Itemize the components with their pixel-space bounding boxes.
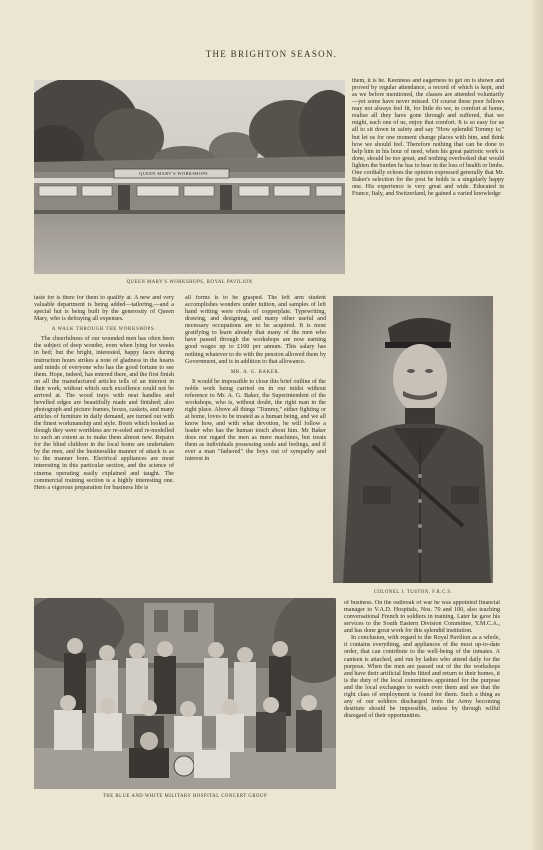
colonel-caption: COLONEL J. TUSTON, F.R.C.S. (373, 590, 453, 595)
workshops-photo (34, 80, 345, 274)
paragraph: The cheerfulness of our wounded men has often been the subject of deep wonder, even when lying for weeks in bed; but the bright, interested, happy faces during instruction hours strikes a note of gladness in the hearts and minds of everyone who has the good fortune to see them. Hope, indeed, has entered there, and the first finish on all the manufactured articles tells of an interest in their work, without which such excellence could not be arrived at. The wood trays with neat handles and bevelled edges are beautifully made and finished; also photograph and picture frames, boxes, caskets, and many articles of furniture in daily demand, are turned out with the finest workmanship and style. Boots which looked as though they were worthless are re-soled and re-modelled to such an extent as to make them almost new. Repairs for the blind children in the local home are undertaken by the men, and the businesslike manner of attack is as to the manner born. Electrical appliances are most interesting in this particular section, and the science of cinema operating easily explained and taught. The commercial training section is a highly interesting one. Here a vigorous preparation for business life is (34, 336, 174, 491)
workshop-sign: QUEEN MARY'S WORKSHOPS (138, 171, 209, 176)
concert-caption: THE BLUE AND WHITE MILITARY HOSPITAL CONCERT GROUP (102, 794, 268, 799)
subheading-baker: MR. A. G. BAKER. (230, 369, 281, 375)
paragraph: of business. On the outbreak of war he was appointed financial manager to V.A.D. Hospitals, Nos. 70 and 100, also teaching conversational French to soldiers in training. Later he gave his services to the South Eastern Division Committee, Y.M.C.A., and has done great work for this splendid institution. (344, 600, 500, 635)
page-edge (533, 0, 543, 850)
paragraph: them, it is he. Keenness and eagerness to get on is shown and proved by regular attendance, a record of which is kept, and as we before mentioned, the classes are attended voluntarily—yet some have never missed. Of course these poor fellows may not always feel fit, for little do we, in comfort at home, realise all they have gone through and suffered, that we might, each one of us, enjoy that comfort. It is so easy for us all to sit down in safety and say "How splendid Tommy is;" but let us for one moment change places with him, and think how we should feel. Therefore nothing that can be done to help him in his hour of need, when his great patriotic work is done, should be too great, and nothing overlooked that would lighten the burden he has to bear in the loss of health or limbs. One cordially echoes the opinion expressed generally that Mr. Baker's selection for the post he holds is a singularly happy one. His experience is very great and wide. Educated in France, Italy, and Switzerland, he gained a varied knowledge (352, 78, 504, 197)
paragraph: taste for is there for them to qualify at. A new and very valuable department is being added—tailoring,—and a special hut is being built by the generosity of Queen Mary, who is defraying all expenses. (34, 295, 174, 323)
text-column-right-top (352, 78, 504, 284)
text-column-middle (185, 295, 326, 587)
concert-group-photo (34, 598, 336, 789)
text-column-right-bottom (344, 600, 500, 800)
running-head: THE BRIGHTON SEASON. (205, 49, 338, 59)
paragraph: It would be impossible to close this brief outline of the noble work being carried on in our midst without reference to Mr. A. G. Baker, the Superintendent of the workshops, who is, without doubt, the right man in the right place. Above all things "Tommy," either fighting or at home, loves to be treated as a human being, and we all know how, and with what devotion, he will follow a leader who has the human touch about him. Mr Baker does not regard the men as mere machines, but treats them as individuals possessing souls and feelings, and if ever a man "fathered" the boys out of sympathy and interest in (185, 378, 326, 463)
subheading-walk: A WALK THROUGH THE WORKSHOPS. (51, 327, 157, 333)
paragraph: all forms is to be grasped. The left arm student accomplishes wonders under tuition, and samples of left hand writing were rivals of copperplate. Typewriting, drawing, and designing, and many other useful and necessary occupations are to be acquired. It is most gratifying to learn already that many of the men who have passed through the workshops are now earning good wages up to £160 per annum. This salary has nothing whatever to do with the pension allowed them by Government, and is in addition to that allowance. (185, 295, 326, 365)
workshops-caption: QUEEN MARY'S WORKSHOPS, ROYAL PAVILION (126, 280, 253, 285)
colonel-portrait-photo (333, 296, 493, 583)
paragraph: In conclusion, with regard to the Royal Pavilion as a whole, it contains everything, and appliances of the most up-to-date order, that can contribute to the well-being of the inmates. A canteen is attached, and run by ladies who attend daily for the purpose. When the men are passed out of the the workshops and have their artificial limbs fitted and return to their homes, it is the duty of the local committees appointed for the purpose and the local exchanges to watch over them and see that the right class of employment is found for them. Such a thing as any of our soldiers discharged from the Army becoming destitute should be impossible, unless by through wilful disregard of their opportunities. (344, 635, 500, 719)
text-column-left (34, 295, 174, 587)
